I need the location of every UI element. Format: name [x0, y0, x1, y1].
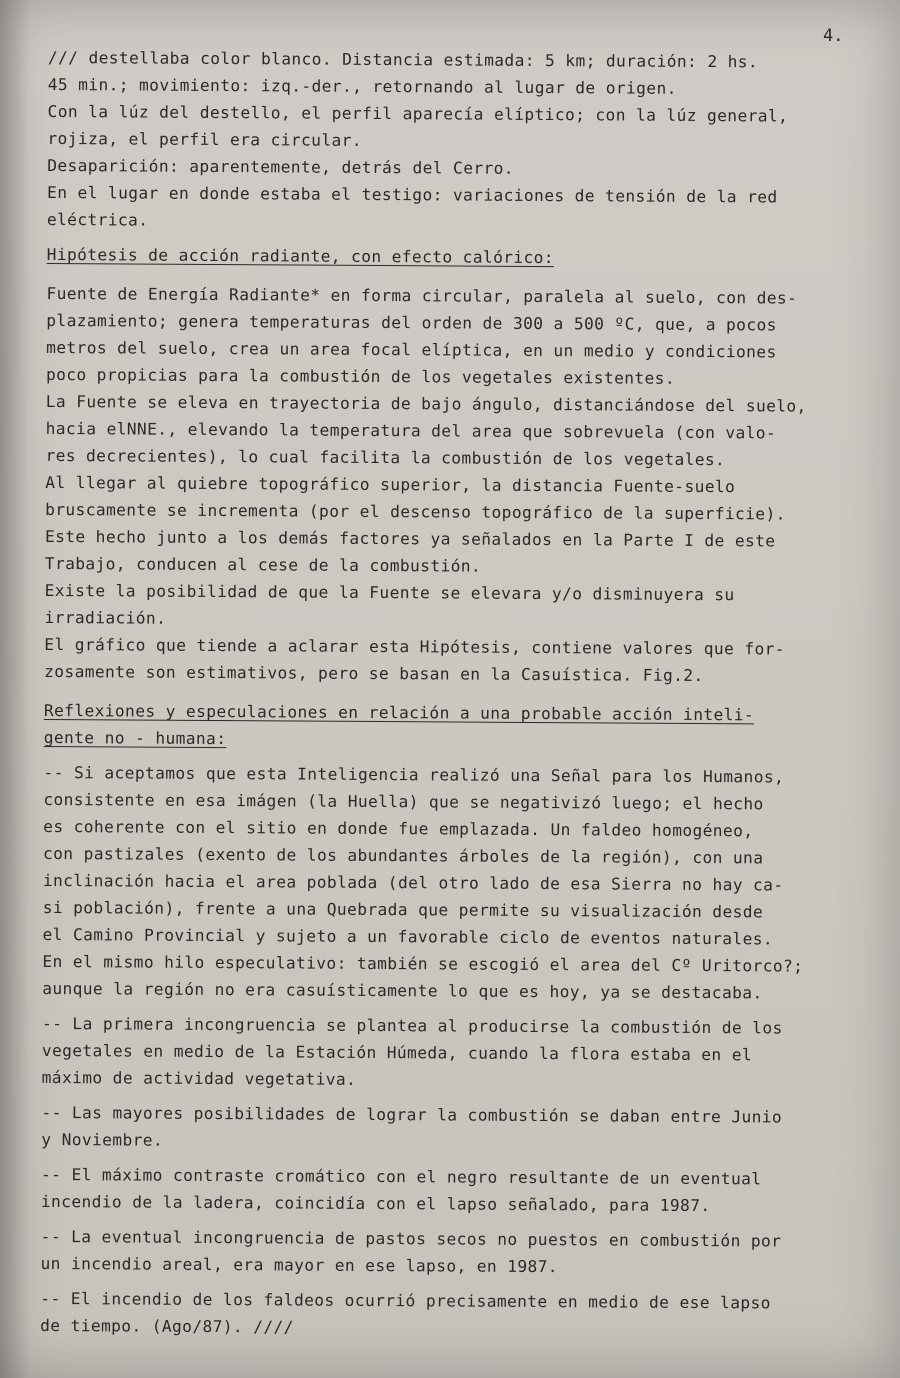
hypothesis-line: Este hecho junto a los demás factores ya señalados en la Parte I de este — [44, 526, 776, 551]
reflection-line: un incendio areal, era mayor en ese lapso, en 1987. — [40, 1253, 559, 1277]
reflection-line: aunque la región no era casuísticamente lo que es hoy, ya se destacaba. — [42, 978, 763, 1003]
reflection-line: de tiempo. (Ago/87). //// — [40, 1315, 294, 1337]
reflections-heading-line: gente no - humana: — [43, 727, 227, 749]
reflection-paragraph — [41, 1099, 861, 1158]
reflections-heading-line: Reflexiones y especulaciones en relación a una probable acción inteli- — [43, 700, 755, 725]
hypothesis-line: Trabajo, conducen al cese de la combustión. — [44, 553, 482, 576]
reflection-paragraph — [41, 1161, 861, 1220]
hypothesis-line: El gráfico que tiende a aclarar esta Hipótesis, contiene valores que for- — [44, 634, 786, 659]
hypothesis-line: poco propicias para la combustión de los vegetales existentes. — [45, 364, 676, 388]
intro-section — [47, 44, 868, 238]
reflection-line: -- Si aceptamos que esta Inteligencia realizó una Señal para los Humanos, — [43, 762, 785, 787]
hypothesis-line: metros del suelo, crea un area focal elíptica, en un medio y condiciones — [46, 337, 777, 362]
reflection-paragraph — [40, 1223, 860, 1282]
hypothesis-line: Al llegar al quiebre topográfico superior, la distancia Fuente-suelo — [45, 472, 736, 497]
intro-line: Con la lúz del destello, el perfil aparecía elíptico; con la lúz general, — [47, 101, 789, 126]
hypothesis-heading: Hipótesis de acción radiante, con efecto calórico: — [46, 244, 555, 268]
hypothesis-line: zosamente son estimativos, pero se basan en la Casuística. Fig.2. — [44, 661, 704, 686]
hypothesis-line: hacia elNNE., elevando la temperatura del area que sobrevuela (con valo- — [45, 418, 777, 443]
reflection-paragraph — [42, 1010, 862, 1096]
page-number: 4. — [823, 26, 844, 46]
page-shadow — [0, 0, 30, 1378]
reflection-line: -- La eventual incongruencia de pastos secos no puestos en combustión por — [40, 1226, 782, 1251]
reflection-line: vegetales en medio de la Estación Húmeda, cuando la flora estaba en el — [41, 1040, 753, 1065]
hypothesis-line: res decrecientes), lo cual facilita la combustión de los vegetales. — [45, 445, 726, 470]
reflection-paragraph — [40, 1285, 860, 1344]
reflection-line: En el mismo hilo especulativo: también se escogió el area del Cº Uritorco?; — [42, 951, 804, 976]
intro-line: /// destellaba color blanco. Distancia estimada: 5 km; duración: 2 hs. — [47, 47, 759, 72]
reflection-line: -- El máximo contraste cromático con el negro resultante de un eventual — [41, 1164, 762, 1189]
reflection-paragraph — [42, 759, 863, 1007]
reflection-line: es coherente con el sitio en donde fue emplazada. Un faldeo homogéneo, — [43, 816, 754, 841]
reflection-line: inclinación hacia el area poblada (del otro lado de esa Sierra no hay ca- — [42, 870, 784, 895]
reflection-line: -- Las mayores posibilidades de lograr la combustión se daban entre Junio — [41, 1102, 783, 1127]
reflection-line: con pastizales (exento de los abundantes árboles de la región), con una — [42, 843, 764, 868]
intro-line: En el lugar en donde estaba el testigo: variaciones de tensión de la red — [47, 182, 778, 207]
hypothesis-line: Existe la posibilidad de que la Fuente se elevara y/o disminuyera su — [44, 580, 735, 605]
intro-line: 45 min.; movimiento: izq.-der., retornando al lugar de origen. — [47, 74, 677, 98]
hypothesis-section — [44, 280, 866, 690]
intro-line: rojiza, el perfil era circular. — [47, 128, 363, 150]
hypothesis-line: bruscamente se incrementa (por el descenso topográfico de la superficie). — [45, 499, 786, 524]
reflection-line: el Camino Provincial y sujeto a un favorable ciclo de eventos naturales. — [42, 924, 774, 949]
reflection-line: -- El incendio de los faldeos ocurrió precisamente en medio de ese lapso — [40, 1288, 771, 1313]
intro-line: Desaparición: aparentemente, detrás del Cerro. — [47, 155, 515, 178]
reflection-line: y Noviembre. — [41, 1129, 164, 1150]
reflection-line: incendio de la ladera, coincidía con el lapso señalado, para 1987. — [40, 1191, 711, 1216]
hypothesis-line: plazamiento; genera temperaturas del orden de 300 a 500 ºC, que, a pocos — [46, 310, 777, 335]
hypothesis-line: irradiación. — [44, 607, 167, 628]
reflection-line: si población), frente a una Quebrada que permite su visualización desde — [42, 897, 764, 922]
hypothesis-line: La Fuente se eleva en trayectoria de bajo ángulo, distanciándose del suelo, — [45, 391, 807, 416]
reflections-heading — [44, 697, 864, 756]
reflection-line: máximo de actividad vegetativa. — [41, 1067, 357, 1089]
hypothesis-line: Fuente de Energía Radiante* en forma circular, paralela al suelo, con des- — [46, 283, 798, 308]
intro-line: eléctrica. — [46, 209, 149, 230]
reflection-line: -- La primera incongruencia se plantea al producirse la combustión de los — [41, 1013, 783, 1038]
page-body — [40, 44, 868, 1344]
reflection-line: consistente en esa imágen (la Huella) que se negativizó luego; el hecho — [43, 789, 764, 814]
